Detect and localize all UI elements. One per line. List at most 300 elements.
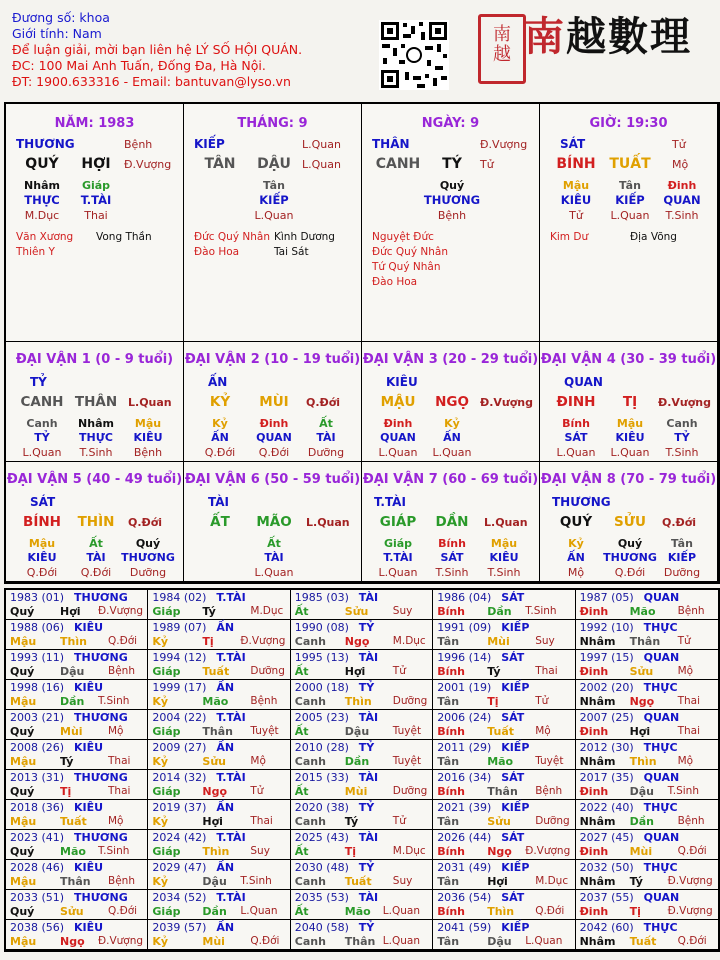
year-stem: Nhâm bbox=[579, 755, 616, 768]
year-label: 2016 (34) bbox=[437, 771, 492, 784]
year-cell bbox=[576, 860, 718, 890]
luck-stem: BÍNH bbox=[23, 514, 61, 530]
year-branch: Dậu bbox=[629, 785, 654, 798]
star-label: Kình Dương bbox=[274, 231, 335, 243]
year-label: 2019 (37) bbox=[152, 801, 207, 814]
pillar-top-stage: Tử bbox=[672, 138, 686, 151]
hidden-god: QUAN bbox=[663, 193, 701, 207]
year-label: 2011 (29) bbox=[437, 741, 492, 754]
year-label: 2027 (45) bbox=[579, 831, 634, 844]
year-label: 1984 (02) bbox=[152, 591, 207, 604]
luck-hidden-god: T.TÀI bbox=[383, 551, 413, 564]
year-cell bbox=[576, 740, 718, 770]
year-branch: Thìn bbox=[60, 635, 87, 648]
pillar-branch-stage: Mộ bbox=[672, 158, 689, 171]
year-label: 1999 (17) bbox=[152, 681, 207, 694]
year-cell bbox=[576, 890, 718, 920]
year-stem: Ất bbox=[294, 905, 309, 918]
year-god: T.TÀI bbox=[216, 831, 246, 844]
year-stem: Ất bbox=[294, 605, 309, 618]
year-label: 1986 (04) bbox=[437, 591, 492, 604]
luck-hidden-stage: L.Quan bbox=[378, 446, 418, 459]
year-god: TÀI bbox=[358, 771, 379, 784]
year-cell bbox=[148, 650, 290, 680]
year-stage: Q.Đới bbox=[535, 905, 565, 917]
year-stem: Bính bbox=[437, 605, 466, 618]
year-stem: Tân bbox=[437, 935, 460, 948]
year-stem: Kỷ bbox=[152, 935, 169, 948]
pillar-branch: DẬU bbox=[257, 156, 291, 172]
hidden-stem: Đinh bbox=[667, 179, 697, 192]
year-cell bbox=[576, 770, 718, 800]
year-label: 1997 (15) bbox=[579, 651, 634, 664]
year-branch: Hợi bbox=[202, 815, 223, 828]
year-god: THƯƠNG bbox=[74, 651, 128, 664]
year-cell bbox=[433, 770, 575, 800]
hidden-stage-1: L.Quan bbox=[254, 209, 294, 222]
luck-branch: MÙI bbox=[259, 394, 289, 410]
hidden-stem-1: Nhâm bbox=[24, 179, 60, 192]
year-branch: Dậu bbox=[344, 725, 370, 738]
luck-hidden-stem: Đinh bbox=[383, 417, 413, 430]
pillar-title: NGÀY: 9 bbox=[421, 116, 480, 131]
year-label: 1987 (05) bbox=[579, 591, 634, 604]
year-label: 2015 (33) bbox=[294, 771, 349, 784]
year-stage: Mộ bbox=[250, 755, 266, 767]
luck-hidden-stem: Bính bbox=[438, 537, 466, 550]
year-label: 2038 (56) bbox=[10, 921, 65, 934]
year-stem: Giáp bbox=[152, 785, 181, 798]
luck-branch-stage: Q.Đới bbox=[128, 516, 163, 529]
luck-hidden-stem: Quý bbox=[617, 537, 643, 550]
year-god: T.TÀI bbox=[216, 651, 246, 664]
year-god: THỰC bbox=[643, 681, 678, 694]
year-god: ẤN bbox=[216, 861, 235, 874]
luck-branch: DẦN bbox=[435, 514, 469, 530]
pillar-top-stage: Đ.Vượng bbox=[480, 138, 528, 151]
luck-hidden-stage: L.Quan bbox=[556, 446, 596, 459]
year-stem: Bính bbox=[437, 665, 466, 678]
hidden-god-2: T.TÀI bbox=[80, 193, 112, 207]
star-label: Đào Hoa bbox=[194, 246, 240, 258]
year-god: KIẾP bbox=[501, 801, 530, 814]
year-god: TỶ bbox=[358, 921, 375, 934]
year-branch: Ngọ bbox=[202, 785, 228, 798]
year-stem: Canh bbox=[294, 755, 326, 768]
year-god: TÀI bbox=[358, 831, 379, 844]
year-branch: Mùi bbox=[629, 845, 653, 858]
year-stage: Tử bbox=[392, 665, 406, 677]
year-god: THỰC bbox=[643, 921, 678, 934]
luck-title: ĐẠI VẬN 6 (50 - 59 tuổi) bbox=[184, 472, 361, 487]
year-branch: Thân bbox=[60, 875, 91, 888]
hidden-stage-1: M.Dục bbox=[24, 209, 60, 222]
year-branch: Tị bbox=[202, 635, 214, 648]
year-god: TÀI bbox=[358, 651, 379, 664]
hidden-god-1: THỰC bbox=[24, 193, 60, 207]
luck-hidden-stage: Dưỡng bbox=[307, 446, 345, 459]
year-cell bbox=[6, 740, 148, 770]
year-stage: Dưỡng bbox=[392, 695, 428, 707]
luck-hidden-god: TÀI bbox=[86, 551, 106, 564]
luck-branch: THÌN bbox=[77, 514, 115, 530]
year-god: SÁT bbox=[501, 891, 525, 904]
year-cell bbox=[6, 860, 148, 890]
year-branch: Dần bbox=[202, 905, 227, 918]
year-stage: Bệnh bbox=[535, 785, 563, 797]
pillar-cell bbox=[184, 104, 362, 342]
luck-branch: TỊ bbox=[622, 394, 638, 410]
year-cell bbox=[576, 710, 718, 740]
year-god: THỰC bbox=[643, 801, 678, 814]
year-label: 2031 (49) bbox=[437, 861, 492, 874]
year-label: 2001 (19) bbox=[437, 681, 492, 694]
year-cell bbox=[576, 650, 718, 680]
year-branch: Thìn bbox=[629, 755, 657, 768]
year-cell bbox=[576, 920, 718, 950]
contact-invite: Để luận giải, mời bạn liên hệ LÝ SỐ HỘI QUÁN. bbox=[12, 42, 303, 57]
luck-branch-stage: L.Quan bbox=[306, 516, 350, 529]
year-stage: Thai bbox=[108, 785, 131, 797]
luck-title: ĐẠI VẬN 8 (70 - 79 tuổi) bbox=[540, 472, 717, 487]
year-label: 1989 (07) bbox=[152, 621, 207, 634]
year-cell bbox=[148, 710, 290, 740]
year-cell bbox=[6, 830, 148, 860]
star-label: Đức Quý Nhân bbox=[194, 231, 270, 243]
year-stage: Thai bbox=[535, 665, 558, 677]
year-cell bbox=[433, 680, 575, 710]
year-cell bbox=[291, 890, 433, 920]
hidden-stem-1: Quý bbox=[439, 179, 465, 192]
annual-table bbox=[4, 588, 720, 952]
year-cell bbox=[291, 860, 433, 890]
year-label: 1996 (14) bbox=[437, 651, 492, 664]
luck-hidden-god: THƯƠNG bbox=[121, 551, 175, 564]
luck-hidden-god: KIÊU bbox=[489, 551, 519, 564]
year-stage: Q.Đới bbox=[108, 635, 138, 647]
year-cell bbox=[291, 590, 433, 620]
year-god: QUAN bbox=[643, 891, 680, 904]
luck-hidden-stem: Kỷ bbox=[212, 417, 228, 430]
luck-hidden-stem: Mậu bbox=[616, 417, 644, 430]
year-stem: Tân bbox=[437, 875, 460, 888]
hidden-stem: Tân bbox=[619, 179, 641, 192]
year-branch: Sửu bbox=[344, 605, 369, 618]
luck-hidden-stage: Mộ bbox=[567, 566, 585, 579]
star-label: Đức Quý Nhân bbox=[372, 246, 448, 258]
luck-cell bbox=[6, 462, 184, 582]
year-stem: Tân bbox=[437, 815, 460, 828]
year-stem: Quý bbox=[10, 725, 35, 738]
year-label: 1990 (08) bbox=[294, 621, 349, 634]
luck-cell bbox=[184, 342, 362, 462]
year-god: THỰC bbox=[643, 861, 678, 874]
year-stage: T.Sinh bbox=[667, 785, 699, 797]
year-label: 2007 (25) bbox=[579, 711, 634, 724]
luck-hidden-stem: Mậu bbox=[28, 537, 56, 550]
year-label: 2013 (31) bbox=[10, 771, 65, 784]
pillar-stem: CANH bbox=[375, 156, 421, 172]
year-branch: Thìn bbox=[202, 845, 230, 858]
year-stem: Quý bbox=[10, 605, 35, 618]
year-label: 2021 (39) bbox=[437, 801, 492, 814]
luck-hidden-god: KIÊU bbox=[27, 551, 57, 564]
year-god: KIÊU bbox=[74, 861, 104, 874]
year-label: 2023 (41) bbox=[10, 831, 65, 844]
year-cell bbox=[433, 800, 575, 830]
pillar-top-god: SÁT bbox=[560, 137, 586, 151]
year-label: 1991 (09) bbox=[437, 621, 492, 634]
year-stage: Q.Đới bbox=[250, 935, 280, 947]
year-label: 2004 (22) bbox=[152, 711, 207, 724]
year-stage: Mộ bbox=[677, 755, 694, 767]
star-label: Văn Xương bbox=[16, 231, 74, 243]
year-label: 2024 (42) bbox=[152, 831, 207, 844]
year-branch: Ngọ bbox=[629, 695, 655, 708]
year-stage: Tuyệt bbox=[392, 755, 422, 767]
year-stage: Thai bbox=[677, 695, 701, 707]
pillar-branch-stage: L.Quan bbox=[302, 158, 341, 171]
luck-top-god: THƯƠNG bbox=[552, 495, 611, 509]
star-label: Thiên Y bbox=[16, 246, 55, 258]
year-label: 2034 (52) bbox=[152, 891, 207, 904]
year-stage: Tuyệt bbox=[535, 755, 564, 767]
hidden-stage: L.Quan bbox=[610, 209, 650, 222]
hidden-stage: Tử bbox=[569, 209, 583, 222]
luck-hidden-stem: Ất bbox=[89, 537, 103, 550]
year-stage: Suy bbox=[535, 635, 555, 647]
year-branch: Mùi bbox=[202, 935, 225, 948]
year-stem: Quý bbox=[10, 905, 35, 918]
year-label: 1994 (12) bbox=[152, 651, 207, 664]
year-stem: Tân bbox=[437, 635, 460, 648]
pillar-cell bbox=[540, 104, 718, 342]
hidden-stem: Mậu bbox=[562, 179, 590, 192]
year-cell bbox=[576, 830, 718, 860]
star-label: Tứ Quý Nhân bbox=[372, 261, 441, 273]
year-god: SÁT bbox=[501, 771, 525, 784]
pillar-title: GIỜ: 19:30 bbox=[589, 116, 668, 131]
year-god: QUAN bbox=[643, 831, 680, 844]
year-stem: Canh bbox=[294, 815, 326, 828]
year-branch: Tị bbox=[629, 905, 641, 918]
luck-hidden-god: THƯƠNG bbox=[603, 551, 657, 564]
luck-hidden-stage: Q.Đới bbox=[204, 446, 236, 459]
year-stage: T.Sinh bbox=[98, 845, 130, 857]
year-stage: M.Dục bbox=[535, 875, 569, 887]
year-cell bbox=[433, 590, 575, 620]
luck-hidden-stem: Nhâm bbox=[78, 417, 114, 430]
luck-branch-stage: Q.Đới bbox=[662, 516, 697, 529]
year-stem: Tân bbox=[437, 755, 460, 768]
year-label: 2020 (38) bbox=[294, 801, 349, 814]
year-stage: T.Sinh bbox=[98, 695, 130, 707]
qr-code-icon bbox=[379, 20, 449, 90]
year-label: 1993 (11) bbox=[10, 651, 65, 664]
year-label: 2017 (35) bbox=[579, 771, 634, 784]
pillar-top-stage: Bệnh bbox=[124, 138, 153, 151]
year-stage: Thai bbox=[250, 815, 273, 827]
luck-stem: QUÝ bbox=[559, 514, 593, 530]
luck-branch: NGỌ bbox=[435, 394, 469, 410]
year-stage: Mộ bbox=[677, 665, 694, 677]
year-branch: Dậu bbox=[202, 875, 227, 888]
year-branch: Mão bbox=[344, 905, 371, 918]
luck-top-god: KIÊU bbox=[386, 375, 418, 389]
year-branch: Sửu bbox=[487, 815, 511, 828]
year-branch: Tuất bbox=[487, 725, 514, 738]
hidden-stage-1: Bệnh bbox=[437, 209, 467, 222]
year-cell bbox=[576, 680, 718, 710]
year-branch: Thân bbox=[344, 935, 376, 948]
year-stem: Đinh bbox=[579, 905, 609, 918]
contact-phone-email: ĐT: 1900.633316 - Email: bantuvan@lyso.vn bbox=[12, 74, 291, 89]
year-label: 2039 (57) bbox=[152, 921, 207, 934]
luck-title: ĐẠI VẬN 7 (60 - 69 tuổi) bbox=[362, 472, 539, 487]
year-stem: Kỷ bbox=[152, 815, 169, 828]
year-cell bbox=[148, 620, 290, 650]
luck-hidden-stage: T.Sinh bbox=[435, 566, 469, 579]
year-branch: Ngọ bbox=[60, 935, 85, 948]
year-cell bbox=[148, 830, 290, 860]
owner-gender: Giới tính: Nam bbox=[12, 26, 102, 41]
year-branch: Ngọ bbox=[344, 635, 370, 648]
year-stem: Giáp bbox=[152, 665, 181, 678]
year-branch: Sửu bbox=[202, 755, 226, 768]
year-stage: Tử bbox=[677, 635, 691, 647]
year-branch: Tý bbox=[487, 665, 501, 678]
year-stem: Mậu bbox=[10, 695, 37, 708]
luck-top-god: TỶ bbox=[30, 375, 47, 389]
year-branch: Sửu bbox=[629, 665, 654, 678]
star-label: Tai Sát bbox=[274, 246, 309, 258]
year-branch: Tý bbox=[629, 875, 643, 888]
year-branch: Thìn bbox=[487, 905, 515, 918]
year-stem: Quý bbox=[10, 665, 35, 678]
year-cell bbox=[576, 620, 718, 650]
year-label: 2035 (53) bbox=[294, 891, 349, 904]
year-label: 2002 (20) bbox=[579, 681, 634, 694]
year-branch: Dậu bbox=[487, 935, 512, 948]
luck-hidden-stem: Đinh bbox=[259, 417, 289, 430]
year-label: 2037 (55) bbox=[579, 891, 634, 904]
year-cell bbox=[6, 620, 148, 650]
year-cell bbox=[148, 740, 290, 770]
year-god: SÁT bbox=[501, 591, 525, 604]
year-branch: Mùi bbox=[344, 785, 368, 798]
year-god: SÁT bbox=[501, 651, 525, 664]
year-god: T.TÀI bbox=[216, 891, 246, 904]
year-stem: Đinh bbox=[579, 665, 609, 678]
year-stem: Canh bbox=[294, 635, 326, 648]
year-stem: Kỷ bbox=[152, 875, 169, 888]
brand-logo: 南越數理 bbox=[524, 13, 692, 60]
luck-branch-stage: L.Quan bbox=[128, 396, 172, 409]
year-stage: M.Dục bbox=[392, 635, 426, 647]
year-stem: Nhâm bbox=[579, 935, 616, 948]
year-god: THỰC bbox=[643, 741, 678, 754]
pillar-top-god: THÂN bbox=[372, 137, 410, 151]
year-god: THƯƠNG bbox=[74, 711, 128, 724]
year-stage: M.Dục bbox=[250, 605, 284, 617]
year-god: TỶ bbox=[358, 861, 375, 874]
luck-title: ĐẠI VẬN 1 (0 - 9 tuổi) bbox=[15, 352, 174, 367]
year-stage: Bệnh bbox=[250, 695, 278, 707]
year-god: KIÊU bbox=[74, 681, 104, 694]
luck-hidden-stem: Ất bbox=[267, 537, 281, 550]
year-branch: Hợi bbox=[344, 665, 366, 678]
luck-branch-stage: Q.Đới bbox=[306, 396, 341, 409]
year-label: 1985 (03) bbox=[294, 591, 349, 604]
luck-hidden-stem: Canh bbox=[666, 417, 698, 430]
year-stem: Kỷ bbox=[152, 755, 169, 768]
year-stem: Ất bbox=[294, 785, 309, 798]
year-cell bbox=[291, 740, 433, 770]
pillar-stem: BÍNH bbox=[556, 156, 596, 172]
luck-branch: SỬU bbox=[614, 514, 646, 530]
luck-stem: MẬU bbox=[380, 394, 416, 410]
year-cell bbox=[6, 920, 148, 950]
year-branch: Tý bbox=[202, 605, 216, 618]
year-branch: Mão bbox=[202, 695, 229, 708]
year-cell bbox=[291, 710, 433, 740]
year-stem: Đinh bbox=[579, 845, 609, 858]
year-stage: Suy bbox=[250, 845, 270, 857]
luck-stem: ẤT bbox=[210, 514, 230, 530]
luck-hidden-god: QUAN bbox=[256, 431, 292, 444]
year-stem: Giáp bbox=[152, 905, 181, 918]
pillar-grid bbox=[4, 102, 720, 584]
star-label: Vong Thần bbox=[96, 231, 152, 243]
year-branch: Dần bbox=[629, 815, 654, 828]
year-branch: Tuất bbox=[344, 875, 372, 888]
year-stem: Giáp bbox=[152, 725, 181, 738]
year-cell bbox=[6, 890, 148, 920]
luck-hidden-god: KIÊU bbox=[615, 431, 645, 444]
luck-stem: GIÁP bbox=[379, 514, 417, 530]
year-label: 2014 (32) bbox=[152, 771, 207, 784]
luck-stem: KỶ bbox=[209, 394, 231, 410]
year-branch: Dần bbox=[60, 695, 85, 708]
luck-branch: THÂN bbox=[74, 394, 118, 410]
year-god: KIẾP bbox=[501, 921, 530, 934]
year-branch: Tuất bbox=[202, 665, 230, 678]
luck-hidden-stem: Kỷ bbox=[444, 417, 460, 430]
luck-hidden-god: QUAN bbox=[380, 431, 416, 444]
luck-hidden-stage: Dưỡng bbox=[663, 566, 701, 579]
luck-hidden-god: SÁT bbox=[564, 431, 588, 444]
luck-hidden-stage: T.Sinh bbox=[79, 446, 113, 459]
year-branch: Tý bbox=[60, 755, 74, 768]
year-branch: Ngọ bbox=[487, 845, 512, 858]
year-stage: Bệnh bbox=[677, 815, 705, 827]
year-stage: Q.Đới bbox=[677, 935, 707, 947]
luck-hidden-stem: Tân bbox=[671, 537, 693, 550]
luck-hidden-god: ẤN bbox=[211, 431, 229, 444]
luck-hidden-stem: Mậu bbox=[490, 537, 518, 550]
year-cell bbox=[576, 800, 718, 830]
year-stage: Đ.Vượng bbox=[240, 635, 286, 647]
year-god: THỰC bbox=[643, 621, 678, 634]
pillar-branch-stage: Đ.Vượng bbox=[124, 158, 172, 171]
pillar-cell bbox=[362, 104, 540, 342]
year-stem: Ất bbox=[294, 845, 309, 858]
year-branch: Mùi bbox=[487, 635, 510, 648]
year-stem: Ất bbox=[294, 725, 309, 738]
hidden-god-1: KIẾP bbox=[259, 193, 289, 207]
year-branch: Mão bbox=[629, 605, 656, 618]
luck-hidden-stage: L.Quan bbox=[432, 446, 472, 459]
